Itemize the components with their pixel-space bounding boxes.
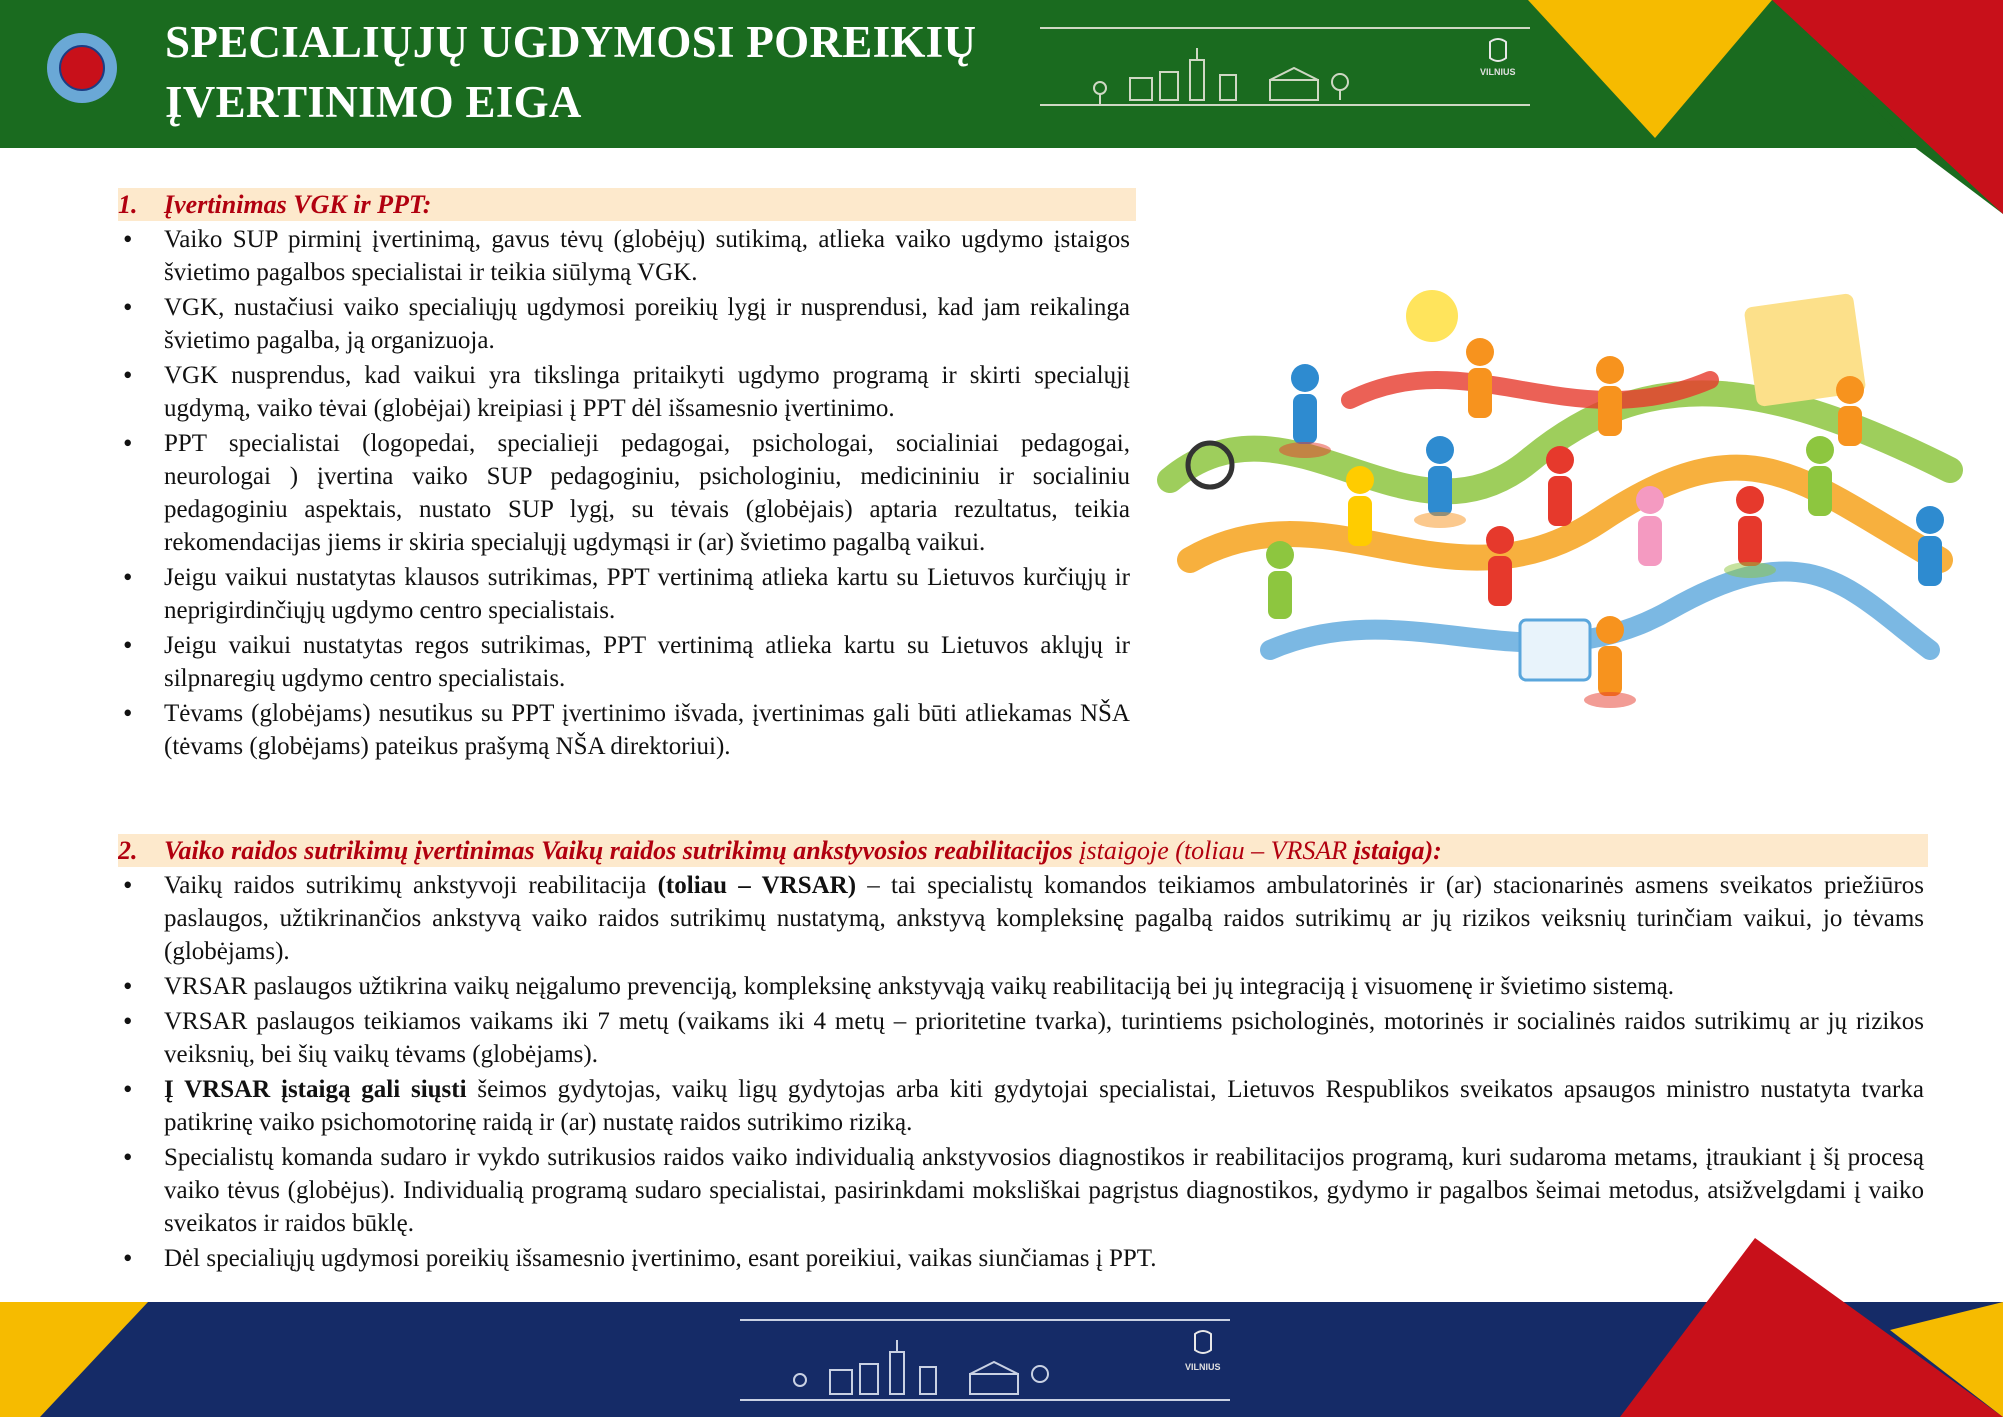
- section-2-number: 2.: [118, 836, 138, 865]
- footer-banner: [0, 1302, 2003, 1417]
- page-title: [165, 12, 976, 132]
- header-city-label: VILNIUS: [1480, 67, 1516, 77]
- list-item: • PPT specialistai (logopedai, specialieji pedagogai, psichologai, socialiniai pedagogai, neurologai ) įvertina vaiko SUP pedagoginiu, psichologiniu, medicininiu ir socialiniu pedagoginiu aspektais, nustato SUP lygį, su tėvais (globėjais) aptaria rezultatus, teikia rekomendacijas jiems ir skiria specialųjį ugdymąsi ir (ar) švietimo pagalbą vaikui.: [118, 427, 1130, 559]
- list-item: • Vaiko SUP pirminį įvertinimą, gavus tėvų (globėjų) sutikimą, atlieka vaiko ugdymo įstaigos švietimo pagalbos specialistai ir teikia siūlymą VGK.: [118, 223, 1130, 289]
- list-item: • Specialistų komanda sudaro ir vykdo sutrikusios raidos vaiko individualią ankstyvosios diagnostikos ir reabilitacijos programą, kuri sudaroma metams, įtraukiant į šį procesą vaiko tėvus (globėjus). Individualią programą sudaro specialistai, pasirinkdami moksliškai pagrįstus diagnostikos, gydymo ir pagalbos šeimai metodus, atsižvelgdami į vaiko sveikatos ir raidos būklę.: [118, 1141, 1924, 1240]
- section-1-heading: [118, 188, 1136, 221]
- title-line-2: ĮVERTINIMO EIGA: [165, 77, 582, 127]
- section-2-title-end: įstaiga):: [1353, 836, 1442, 865]
- title-line-1: SPECIALIŲJŲ UGDYMOSI POREIKIŲ: [165, 17, 977, 67]
- list-item: • VGK, nustačiusi vaiko specialiųjų ugdymosi poreikių lygį ir nusprendusi, kad jam reikalinga švietimo pagalba, ją organizuoja.: [118, 291, 1130, 357]
- list-item: • VRSAR paslaugos teikiamos vaikams iki 7 metų (vaikams iki 4 metų – prioritetine tvarka), turintiems psichologinės, motorinės ir socialinės raidos sutrikimų ar jų rizikos veiksnių, bei šių vaikų tėvams (globėjams).: [118, 1005, 1924, 1071]
- section-1-list: [118, 223, 1130, 765]
- footer-skyline-icon: [740, 1312, 1240, 1412]
- list-item: • VGK nusprendus, kad vaikui yra tikslinga pritaikyti ugdymo programą ir skirti specialųjį ugdymą, vaiko tėvai (globėjai) kreipiasi į PPT dėl išsamesnio įvertinimo.: [118, 359, 1130, 425]
- list-item: • Jeigu vaikui nustatytas klausos sutrikimas, PPT vertinimą atlieka kartu su Lietuvos kurčiųjų ir neprigirdinčiųjų ugdymo centro specialistais.: [118, 561, 1130, 627]
- list-item: • Į VRSAR įstaigą gali siųsti šeimos gydytojas, vaikų ligų gydytojas arba kiti gydytojai specialistai, Lietuvos Respublikos sveikatos apsaugos ministro nustatyta tvarka patikrinę vaiko psichomotorinę raidą ir (ar) nustatę raidos sutrikimo riziką.: [118, 1073, 1924, 1139]
- list-item: • Tėvams (globėjams) nesutikus su PPT įvertinimo išvada, įvertinimas gali būti atliekamas NŠA (tėvams (globėjams) pateikus prašymą NŠA direktoriui).: [118, 697, 1130, 763]
- network-illustration: [1150, 260, 1970, 750]
- list-item: • Dėl specialiųjų ugdymosi poreikių išsamesnio įvertinimo, esant poreikiui, vaikas siunčiamas į PPT.: [118, 1242, 1924, 1275]
- list-item: • Jeigu vaikui nustatytas regos sutrikimas, PPT vertinimą atlieka kartu su Lietuvos aklųjų ir silpnaregių ugdymo centro specialistais.: [118, 629, 1130, 695]
- header-banner: [0, 0, 2003, 148]
- footer-city-label: VILNIUS: [1185, 1362, 1221, 1372]
- section-2-heading: [118, 834, 1928, 867]
- section-1-title: Įvertinimas VGK ir PPT:: [164, 190, 432, 219]
- section-1-number: 1.: [118, 190, 138, 219]
- logo-icon: [47, 33, 117, 103]
- list-item: • VRSAR paslaugos užtikrina vaikų neįgalumo prevenciją, kompleksinę ankstyvąją vaikų reabilitaciją bei jų integraciją į visuomenę ir švietimo sistemą.: [118, 970, 1924, 1003]
- vrsar-term: (toliau – VRSAR): [657, 872, 857, 899]
- section-2-list: [118, 869, 1924, 1277]
- referral-term: Į VRSAR įstaigą gali siųsti: [164, 1076, 467, 1103]
- vilnius-skyline-icon: [1040, 20, 1540, 120]
- section-2-title-bold: Vaiko raidos sutrikimų įvertinimas Vaikų raidos sutrikimų ankstyvosios reabilitacijos: [164, 836, 1073, 865]
- list-item: • Vaikų raidos sutrikimų ankstyvoji reabilitacija (toliau – VRSAR) – tai specialistų komandos teikiamos ambulatorinės ir (ar) stacionarinės asmens sveikatos priežiūros paslaugos, užtikrinančios ankstyvą vaiko raidos sutrikimų nustatymą, ankstyvą kompleksinę pagalbą raidos sutrikimų ar jų rizikos veiksnių turinčiam vaikui, jo tėvams (globėjams).: [118, 869, 1924, 968]
- section-2-title-plain: įstaigoje (toliau – VRSAR: [1072, 836, 1354, 865]
